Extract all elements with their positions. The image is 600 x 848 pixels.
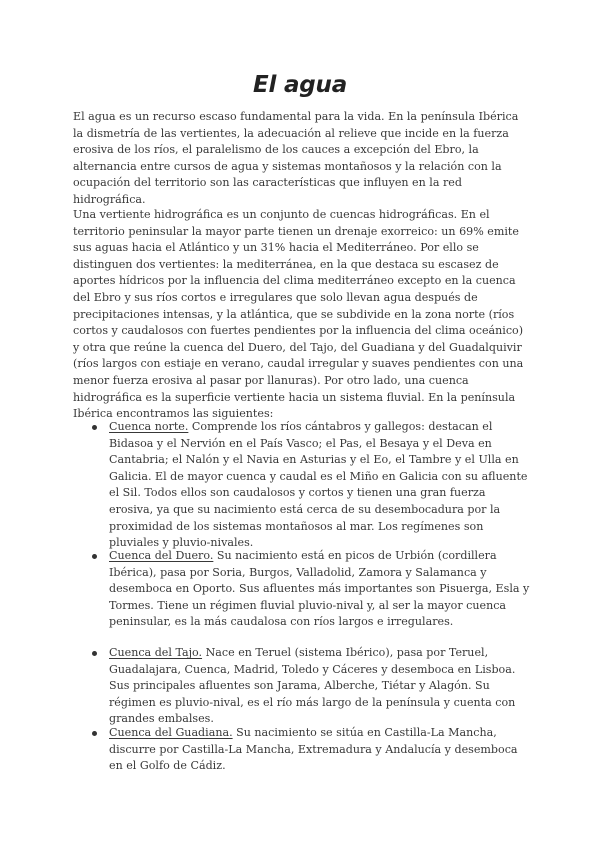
basin-name: Cuenca del Duero. — [109, 549, 214, 562]
bullet-icon — [92, 651, 97, 656]
watersheds-paragraph: Una vertiente hidrográfica es un conjunto de cuencas hidrográficas. En el territorio peninsular la mayor parte tienen un drenaje exorreico: un 69% emite sus aguas hacia el Atlántico y un 31% hacia el Mediterráneo. Por ello se distinguen dos vertientes: la mediterránea, en la que destaca su escasez de aportes hídricos por la influencia del clima mediterráneo excepto en la cuenca del Ebro y sus ríos cortos e irregulares que solo llevan agua después de precipitaciones intensas, y la atlántica, que se subdivide en la zona norte (ríos cortos y caudalosos con fuertes pendientes por la influencia del clima oceánico) y otra que reúne la cuenca del Duero, del Tajo, del Guadiana y del Guadalquivir (ríos largos con estiaje en verano, caudal irregular y suaves pendientes con una menor fuerza erosiva al pasar por llanuras). Por otro lado, una cuenca hidrográfica es la superficie vertiente hacia un sistema fluvial. En la península Ibérica encontramos las siguientes: — [73, 208, 524, 421]
basin-description: Nace en Teruel (sistema Ibérico), pasa por Teruel, Guadalajara, Cuenca, Madrid, Toledo y Cáceres y desemboca en Lisboa. Sus principales afluentes son Jarama, Alberche, Tiétar y Alagón. Su régimen es pluvio-nival, es el río más largo de la península y cuenta con grandes embalses. — [109, 646, 516, 726]
bullet-icon — [92, 731, 97, 736]
basin-description: Su nacimiento se sitúa en Castilla-La Mancha, discurre por Castilla-La Mancha, Extremadura y Andalucía y desemboca en el Golfo de Cádiz. — [109, 726, 518, 773]
page-title: El agua — [252, 72, 348, 98]
basin-description: Su nacimiento está en picos de Urbión (cordillera Ibérica), pasa por Soria, Burgos, Valladolid, Zamora y Salamanca y desemboca en Oporto. Sus afluentes más importantes son Pisuerga, Esla y Tormes. Tiene un régimen fluvial pluvio-nival y, al ser la mayor cuenca peninsular, es la más caudalosa con ríos largos e irregulares. — [109, 549, 530, 629]
basin-name: Cuenca del Guadiana. — [109, 726, 233, 739]
bullet-icon — [92, 554, 97, 559]
basin-name: Cuenca del Tajo. — [109, 646, 203, 659]
intro-paragraph: El agua es un recurso escaso fundamental para la vida. En la península Ibérica la dismetría de las vertientes, la adecuación al relieve que incide en la fuerza erosiva de los ríos, el paralelismo de los cauces a excepción del Ebro, la alternancia entre cursos de agua y sistemas montañosos y la relación con la ocupación del territorio son las características que influyen en la red hidrográfica. — [73, 110, 519, 206]
bullet-icon — [92, 425, 97, 430]
basin-description: Comprende los ríos cántabros y gallegos: destacan el Bidasoa y el Nervión en el País Vasco; el Pas, el Besaya y el Deva en Cantabria; el Nalón y el Navia en Asturias y el Eo, el Tambre y el Ulla en Galicia. El de mayor cuenca y caudal es el Miño en Galicia con su afluente el Sil. Todos ellos son caudalosos y cortos y tienen una gran fuerza erosiva, ya que su nacimiento está cerca de su desembocadura por la proximidad de los sistemas montañosos al mar. Los regímenes son pluviales y pluvio-nivales. — [109, 420, 528, 550]
basin-name: Cuenca norte. — [109, 420, 189, 433]
